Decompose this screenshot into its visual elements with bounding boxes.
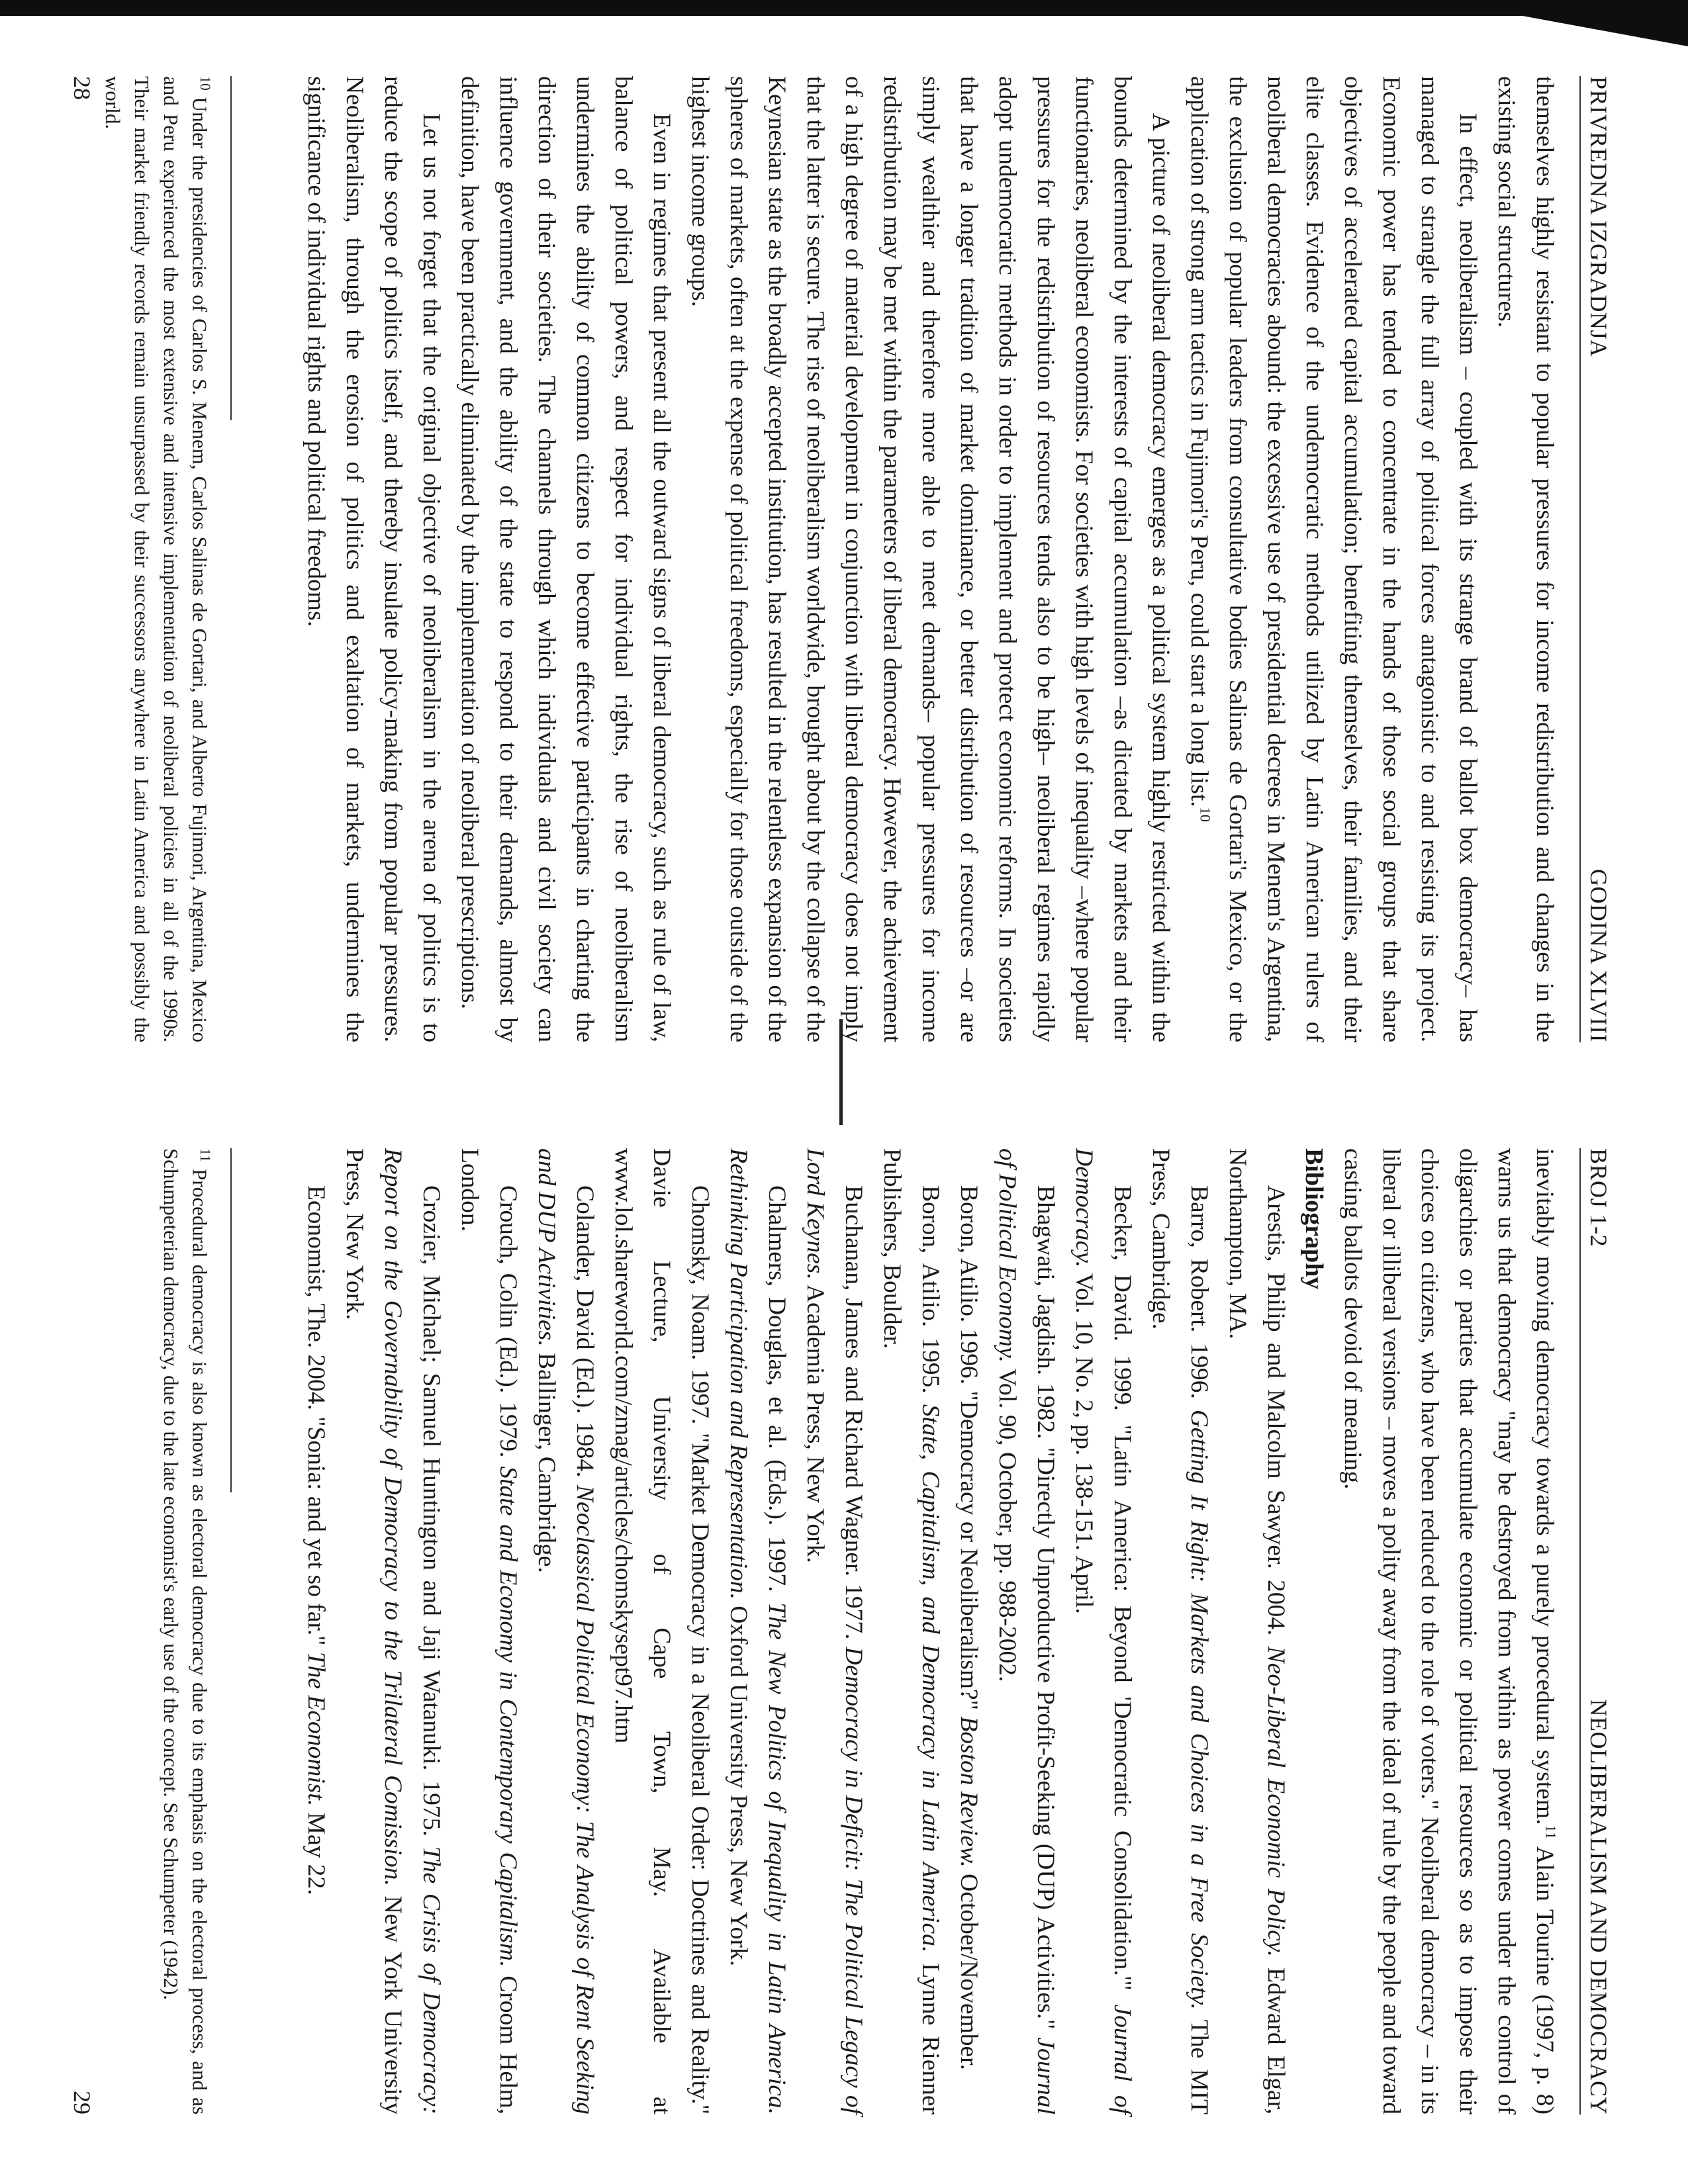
entry-text: Becker, David. 1999. "Latin America: Beyond 'Democratic Consolidation.'"	[1109, 1185, 1136, 2005]
entry-text: Boron, Atilio. 1995.	[917, 1185, 944, 1404]
entry-text: Buchanan, James and Richard Wagner. 1977.	[840, 1185, 867, 1647]
left-body-text	[297, 76, 1564, 1042]
issue-label: BROJ 1-2	[1585, 1148, 1612, 1248]
entry-title: Journal of Democracy.	[1070, 1148, 1136, 2115]
bibliography-list	[297, 1148, 1295, 2115]
bibliography-heading: Bibliography	[1300, 1148, 1328, 1290]
right-running-head	[1579, 1148, 1622, 2115]
bibliography-entry	[335, 1148, 450, 2115]
entry-title: State, Capitalism, and Democracy in Latin America.	[917, 1404, 944, 1953]
entry-text: New York University Press, New York.	[341, 1148, 406, 2115]
left-page	[26, 46, 1648, 1079]
entry-text: Chomsky, Noam. 1997. "Market Democracy in a Neoliberal Order: Doctrines and Reality." Davie Lecture, University of Cape Town, May. Available at www.lol.shareworld.com/zmag/articles/chomskysept97.htm	[610, 1148, 714, 2115]
bibliography-entry	[719, 1148, 796, 2115]
footnote-text: Procedural democracy is also known as electoral democracy due to its emphasis on the electoral process, and as Schumpeterian democracy, due to the late economist's early use of the concept. See Schumpeter (1942).	[159, 1148, 212, 2115]
page-number: 28	[69, 76, 95, 100]
entry-text: Vol. 90, October, pp. 988-2002.	[994, 1362, 1021, 1682]
entry-text: Crozier, Michael; Samuel Huntington and Jaji Watanuki. 1975.	[418, 1185, 445, 1846]
volume-label: GODINA XLVIII	[1585, 868, 1612, 1042]
left-running-head	[1579, 76, 1622, 1042]
footnote-number: 10	[197, 76, 213, 91]
footnote-10	[98, 76, 220, 1042]
entry-text: Barro, Robert. 1996.	[1186, 1185, 1213, 1410]
footnote-11	[156, 1148, 220, 2115]
bibliography-entry	[1218, 1148, 1295, 2115]
footnote-number: 11	[197, 1148, 213, 1162]
entry-text: Crouch, Colin (Ed.). 1979.	[494, 1185, 522, 1467]
article-title-head: NEOLIBERALISM AND DEMOCRACY	[1585, 1699, 1612, 2115]
footnote-ref: 10	[1197, 807, 1214, 822]
entry-text: May 22.	[303, 1806, 330, 1895]
entry-title: State and Economy in Contemporary Capitalism.	[494, 1466, 522, 1968]
entry-text: Vol. 10, No. 2, pp. 138-151. April.	[1070, 1267, 1098, 1614]
entry-text: Boron, Atilio. 1996. "Democracy or Neoliberalism?"	[955, 1185, 982, 1717]
paragraph	[1333, 1148, 1564, 2115]
journal-name: PRIVREDNA IZGRADNJA	[1585, 76, 1612, 357]
bibliography-entry	[297, 1148, 335, 2115]
paragraph	[1180, 76, 1487, 1042]
bibliography-entry	[988, 1148, 1064, 2115]
bibliography-entry	[1064, 1148, 1141, 2115]
footnote-rule	[230, 1148, 232, 1492]
entry-text: Academia Press, New York.	[802, 1279, 829, 1563]
paragraph: Let us not forget that the original objective of neoliberalism in the arena of politics is to reduce the scope of politics itself, and thereby insulate policy-making from popular pressures. Neoliberalism, through the erosion of politics and exaltation of markets, undermines the significance of individual rights and political freedoms.	[303, 76, 445, 1042]
entry-text: Economist, The. 2004. "Sonia: and yet so far."	[303, 1185, 330, 1652]
entry-text: Colander, David (Ed.). 1984.	[571, 1185, 598, 1486]
entry-text: Chalmers, Douglas, et al. (Eds.). 1997.	[763, 1185, 790, 1603]
entry-title: Getting It Right: Markets and Choices in a Free Society.	[1186, 1409, 1213, 2010]
right-page	[26, 1118, 1648, 2151]
paragraph: Even in regimes that present all the outward signs of liberal democracy, such as rule of law, balance of political powers, and respect for individual rights, the rise of neoliberalism undermines the ability of common citizens to become effective participants in charting the direction of their societies. The channels through which individuals and civil society can influence government, and the ability of the state to respond to their demands, almost by definition, have been practically eliminated by the implementation of neoliberal prescriptions.	[456, 76, 675, 1042]
bibliography-entry	[527, 1148, 604, 2115]
paragraph-text: inevitably moving democracy towards a purely procedural system.	[1531, 1148, 1558, 1825]
bibliography-entry	[872, 1148, 949, 2115]
entry-text: Edward Elgar, Northampton, MA.	[1224, 1148, 1289, 2115]
entry-text: Arestis, Philip and Malcolm Sawyer. 2004.	[1262, 1185, 1289, 1647]
entry-text: Croom Helm, London.	[456, 1148, 522, 2115]
page-number: 29	[69, 2091, 95, 2115]
footnote-ref: 11	[1542, 1825, 1560, 1840]
entry-text: Lynne Rienner Publishers, Boulder.	[878, 1148, 944, 2115]
bibliography-entry	[949, 1148, 988, 2115]
paragraph: A picture of neoliberal democracy emerges as a political system highly restricted within the bounds determined by the interests of capital accumulation –as dictated by markets and their functionaries, neoliberal economists. For societies with high levels of inequality –where popular pressures for the redistribution of resources tends also to be high– neoliberal regimes rapidly adopt undemocratic methods in order to implement and protect economic reforms. In societies that have a longer tradition of market dominance, or better distribution of resources –or are simply wealthier and therefore more able to meet demands– popular pressures for income redistribution may be met within the parameters of liberal democracy. However, the achievement of a high degree of material development in conjunction with liberal democracy does not imply that the latter is secure. The rise of neoliberalism worldwide, brought about by the collapse of the Keynesian state as the broadly accepted institution, has resulted in the relentless expansion of the spheres of markets, often at the expense of political freedoms, especially for those outside of the highest income groups.	[686, 76, 1174, 1042]
footnote-text: Under the presidencies of Carlos S. Menem, Carlos Salinas de Gortari, and Alberto Fujimori, Argentina, Mexico and Peru experienced the most extensive and intensive implementation of neoliberal policies in all of the 1990s. Their market friendly records remain unsurpassed by their successors anywhere in Latin America and possibly the world.	[101, 76, 212, 1043]
entry-title: Neo-Liberal Economic Policy.	[1262, 1646, 1289, 1957]
entry-text: October/November.	[955, 1867, 982, 2070]
entry-text: The MIT Press, Cambridge.	[1147, 1148, 1213, 2115]
entry-text: Ballinger, Cambridge.	[533, 1346, 560, 1573]
entry-title: Boston Review.	[955, 1716, 982, 1868]
entry-title: The Economist.	[303, 1651, 330, 1807]
paragraph-text: Alain Tourine (1997, p. 8) warns us that democracy "may be destroyed from within as power comes under the control of oligarchies or parties that accumulate economic or political resources so as to impose their choices on citizens, who have been reduced to the role of voters." Neoliberal democracy – in its liberal or illiberal versions – moves a polity away from the ideal of rule by the people and toward casting ballots devoid of meaning.	[1339, 1148, 1558, 2115]
right-body-text	[297, 1148, 1564, 2115]
entry-title: Democracy in Deficit: The Political Legacy of Lord Keynes.	[802, 1148, 867, 2115]
entry-text: Bhagwati, Jagdish. 1982. "Directly Unproductive Profit-Seeking (DUP) Activities."	[1032, 1185, 1059, 2038]
entry-text: Oxford University Press, New York.	[725, 1599, 752, 1966]
entry-title: Journal of Political Economy.	[994, 1148, 1059, 2115]
entry-title: The New Politics of Inequality in Latin America. Rethinking Participation and Representation.	[725, 1148, 790, 2115]
bibliography-entry	[450, 1148, 527, 2115]
bibliography-entry	[1141, 1148, 1218, 2115]
entry-title: The Crisis of Democracy: Report on the Governability of Democracy to the Trilateral Comission.	[379, 1148, 445, 2115]
entry-title: Neoclassical Political Economy: The Analysis of Rent Seeking and DUP Activities.	[533, 1148, 598, 2115]
footnote-rule	[230, 76, 232, 420]
bibliography-entry	[604, 1148, 719, 2115]
paragraph-text: In effect, neoliberalism – coupled with its strange brand of ballot box democracy– has managed to strangle the full array of political forces antagonistic to and resisting its project. Economic power has tended to concentrate in the hands of those social groups that share objectives of accelerated capital accumulation; benefiting themselves, their families, and their elite classes. Evidence of the undemocratic methods utilized by Latin American rulers of neoliberal democracies abound: the excessive use of presidential decrees in Menem's Argentina, the exclusion of popular leaders from consultative bodies Salinas de Gortari's Mexico, or the application of strong arm tactics in Fujimori's Peru, could start a long list.	[1186, 76, 1481, 1042]
paragraph: themselves highly resistant to popular pressures for income redistribution and changes in the existing social structures.	[1493, 76, 1558, 1042]
bibliography-entry	[796, 1148, 872, 2115]
